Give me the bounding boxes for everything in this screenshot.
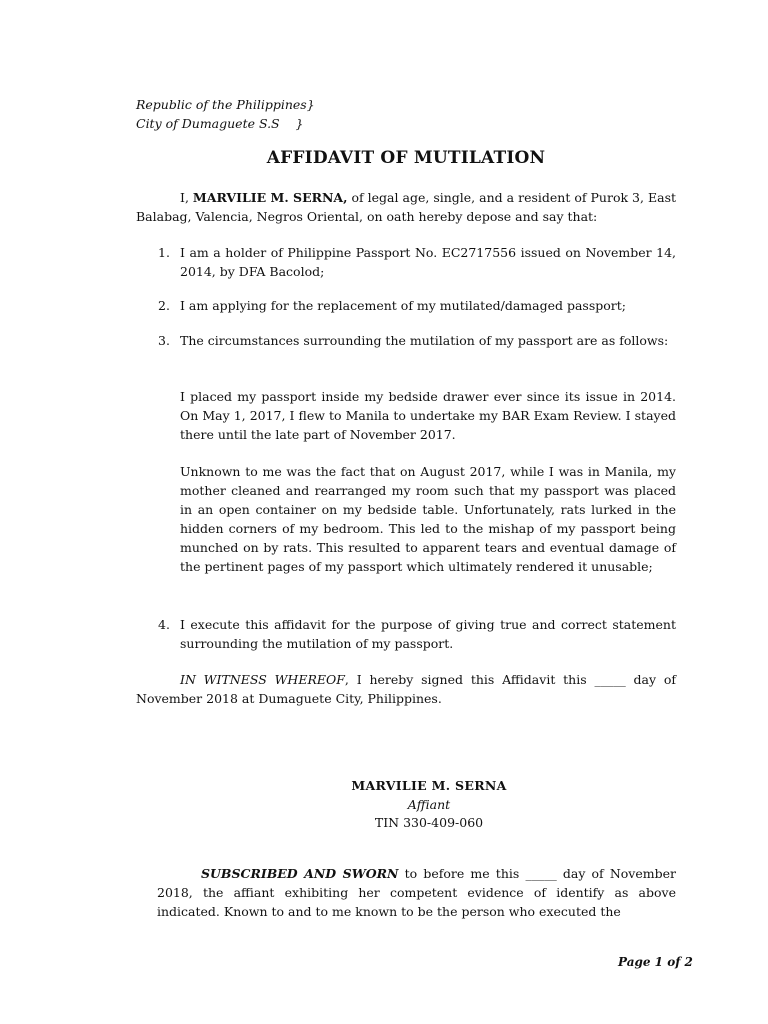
intro-prefix: I,	[180, 190, 193, 205]
list-item-text: The circumstances surrounding the mutilation of my passport are as follows:	[180, 333, 669, 348]
venue-line-republic: Republic of the Philippines}	[136, 97, 315, 112]
venue-line-city: City of Dumaguete S.S }	[136, 116, 304, 131]
witness-lead: IN WITNESS WHEREOF	[180, 672, 345, 687]
affiant-name-inline: MARVILIE M. SERNA,	[192, 190, 348, 205]
list-item-text: I am a holder of Philippine Passport No. EC2717556 issued on November 14, 2014, by DFA Bacolod;	[180, 245, 676, 279]
list-item-2	[158, 296, 676, 315]
witness-paragraph	[136, 670, 676, 708]
circumstance-paragraph-2: Unknown to me was the fact that on August 2017, while I was in Manila, my mother cleaned and rearranged my room such that my passport was placed in an open container on my bedside table. Unfortunately, rats lurked in the hidden corners of my bedroom. This led to the mishap of my passport being munched on by rats. This resulted to apparent tears and eventual damage of the pertinent pages of my passport which ultimately rendered it unusable;	[180, 464, 676, 574]
intro-rest: of legal age, single, and a resident of Purok 3, East Balabag, Valencia, Negros Oriental, on oath hereby depose and say that:	[136, 190, 677, 224]
list-item-text: I execute this affidavit for the purpose of giving true and correct statement surrounding the mutilation of my passport.	[180, 617, 676, 651]
jurat-rest: to before me this _____ day of November 2018, the affiant exhibiting her competent evidence of identify as above indicated. Known to and to me known to be the person who executed the	[157, 866, 676, 919]
affiant-role: Affiant	[407, 797, 451, 812]
list-item-number: 3.	[158, 333, 170, 348]
document-title: AFFIDAVIT OF MUTILATION	[266, 148, 546, 168]
jurat-lead: SUBSCRIBED AND SWORN	[201, 866, 399, 881]
witness-rest: , I hereby signed this Affidavit this _____ day of November 2018 at Dumaguete City, Philippines.	[136, 672, 676, 706]
page-number: Page 1 of 2	[618, 955, 693, 969]
jurat-paragraph	[157, 864, 676, 921]
list-item-4	[158, 615, 676, 653]
venue-block	[136, 95, 315, 133]
affiant-signature-name: MARVILIE M. SERNA	[351, 778, 507, 793]
list-item-number: 2.	[158, 298, 170, 313]
list-item-number: 4.	[158, 617, 170, 632]
list-item-3	[158, 331, 676, 350]
list-item-text: I am applying for the replacement of my mutilated/damaged passport;	[180, 298, 626, 313]
circumstance-paragraph-1: I placed my passport inside my bedside drawer ever since its issue in 2014. On May 1, 2017, I flew to Manila to undertake my BAR Exam Review. I stayed there until the late part of November 2017.	[180, 389, 676, 442]
affiant-tin: TIN 330-409-060	[374, 815, 484, 830]
list-item-1	[158, 243, 676, 281]
list-item-number: 1.	[158, 245, 170, 260]
intro-paragraph	[136, 188, 676, 226]
